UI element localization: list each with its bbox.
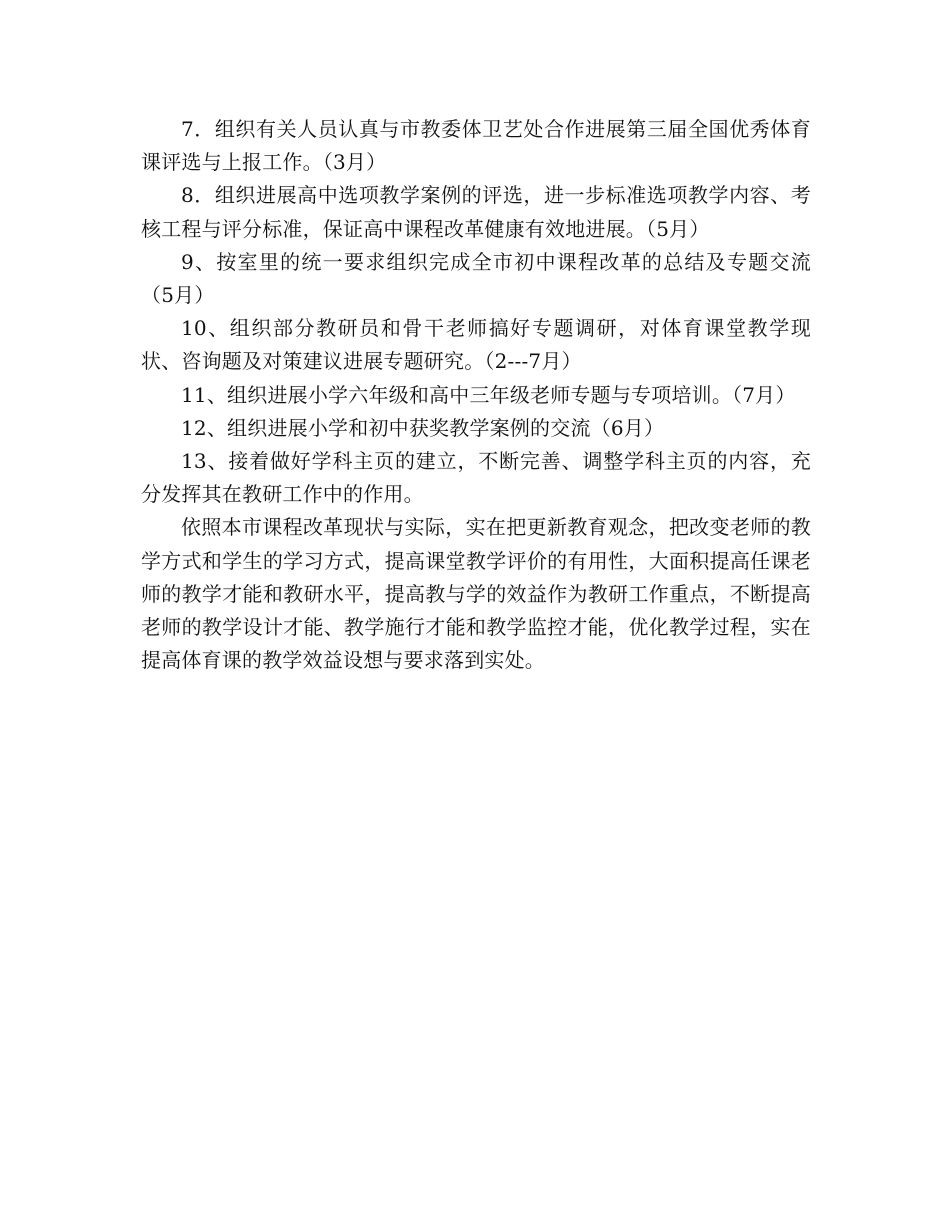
document-body	[141, 113, 811, 677]
paragraph-item-7: 7．组织有关人员认真与市教委体卫艺处合作进展第三届全国优秀体育课评选与上报工作。（3月）	[141, 117, 811, 175]
paragraph-item-12: 12、组织进展小学和初中获奖教学案例的交流（6月）	[181, 415, 665, 440]
paragraph-item-10: 10、组织部分教研员和骨干老师搞好专题调研，对体育课堂教学现状、咨询题及对策建议进展专题研究。（2---7月）	[141, 316, 811, 374]
paragraph-item-9: 9、按室里的统一要求组织完成全市初中课程改革的总结及专题交流（5月）	[141, 249, 811, 308]
paragraph-item-8: 8．组织进展高中选项教学案例的评选，进一步标准选项教学内容、考核工程与评分标准，保证高中课程改革健康有效地进展。（5月）	[141, 183, 811, 241]
paragraph-item-11: 11、组织进展小学六年级和高中三年级老师专题与专项培训。（7月）	[181, 382, 796, 407]
paragraph-item-13: 13、接着做好学科主页的建立，不断完善、调整学科主页的内容，充分发挥其在教研工作中的作用。	[141, 449, 811, 507]
paragraph-summary: 依照本市课程改革现状与实际，实在把更新教育观念，把改变老师的教学方式和学生的学习方式，提高课堂教学评价的有用性，大面积提高任课老师的教学才能和教研水平，提高教与学的效益作为教研工作重点，不断提高老师的教学设计才能、教学施行才能和教学监控才能，优化教学过程，实在提高体育课的教学效益设想与要求落到实处。	[141, 515, 811, 673]
